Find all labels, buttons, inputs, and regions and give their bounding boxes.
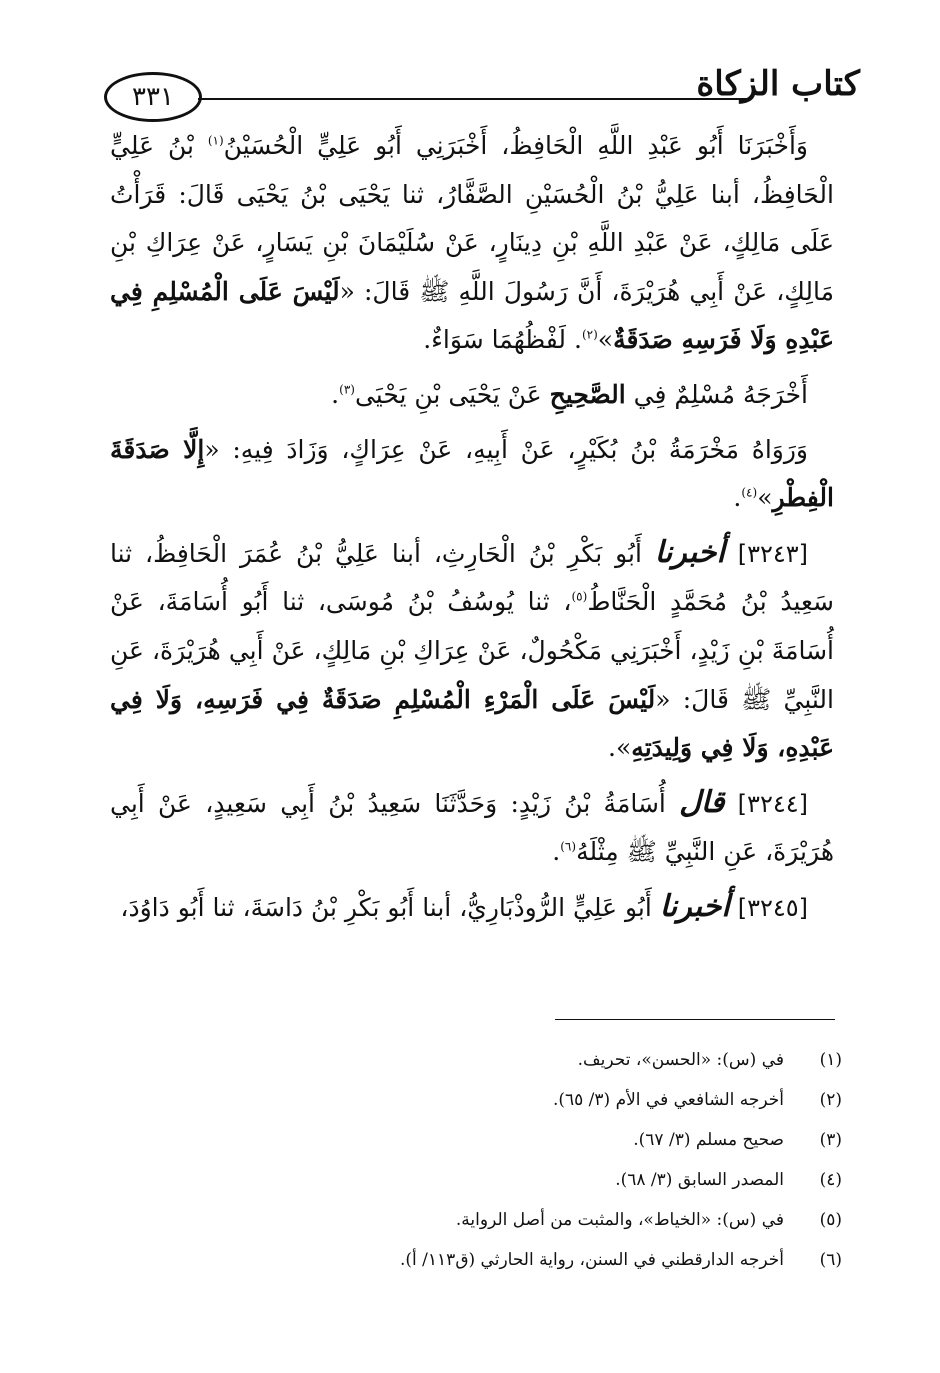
page-header — [100, 62, 860, 122]
paragraph-1 — [110, 122, 834, 365]
hadith-quote: لَيْسَ عَلَى الْمَرْءِ الْمُسْلِمِ صَدَقَةٌ فِي فَرَسِهِ، وَلَا فِي عَبْدِهِ، وَلَا فِي وَلِيدَتِهِ — [110, 684, 834, 763]
main-text — [110, 122, 834, 939]
paragraph-3 — [110, 426, 834, 523]
footnote-number: (٦) — [819, 1250, 842, 1270]
text-run: وَرَوَاهُ مَخْرَمَةُ بْنُ بُكَيْرٍ، عَنْ أَبِيهِ، عَنْ عِرَاكٍ، وَزَادَ فِيهِ: « — [204, 434, 808, 464]
hadith-3245 — [110, 883, 834, 933]
text-run: أُسَامَةُ بْنُ زَيْدٍ: وَحَدَّثَنَا سَعِيدُ بْنُ أَبِي سَعِيدٍ، عَنْ أَبِي هُرَيْرَةَ، عَنِ النَّبِيِّ ﷺ مِثْلَهُ — [110, 788, 834, 867]
text-run: أَبُو عَلِيٍّ الرُّوذْبَارِيُّ، أبنا أَبُو بَكْرِ بْنُ دَاسَةَ، ثنا أَبُو دَاوُدَ، — [120, 892, 660, 922]
footnote-item — [160, 1040, 860, 1080]
footnote-number: (٥) — [819, 1210, 842, 1230]
footnote-ref-3[interactable]: (٣) — [339, 382, 355, 397]
hadith-number: [٣٢٤٣] — [737, 539, 808, 568]
footnote-ref-5[interactable]: (٥) — [571, 590, 588, 605]
footnote-ref-4[interactable]: (٤) — [741, 485, 758, 500]
footnote-text: صحيح مسلم (٣/ ٦٧). — [633, 1130, 784, 1150]
footnote-text: في (س): «الحسن»، تحريف. — [577, 1050, 784, 1070]
lead-word: أخبرنا — [659, 888, 730, 924]
footnote-ref-6[interactable]: (٦) — [560, 839, 577, 854]
footnote-separator — [555, 1019, 835, 1020]
footnote-ref-2[interactable]: (٢) — [581, 328, 598, 343]
hadith-3243 — [110, 529, 834, 773]
text-run: . لَفْظُهُمَا سَوَاءٌ. — [423, 325, 582, 355]
footnote-number: (٢) — [819, 1090, 842, 1110]
page-number: ٣٣١ — [104, 72, 202, 122]
text-run: ». — [608, 733, 632, 763]
paragraph-2 — [110, 371, 834, 420]
footnote-text: المصدر السابق (٣/ ٦٨). — [615, 1170, 784, 1190]
text-run: . — [552, 837, 561, 867]
hadith-number: [٣٢٤٥] — [737, 893, 808, 922]
text-run: . — [331, 379, 340, 409]
footnote-text: أخرجه الدارقطني في السنن، رواية الحارثي (ق١١٣/ أ). — [400, 1250, 784, 1270]
footnote-item — [160, 1080, 860, 1120]
footnote-ref-1[interactable]: (١) — [207, 133, 224, 148]
footnote-number: (١) — [819, 1050, 842, 1070]
footnote-item — [160, 1160, 860, 1200]
text-run: ، ثنا يُوسُفُ بْنُ مُوسَى، ثنا أَبُو أُسَامَةَ، عَنْ أُسَامَةَ بْنِ زَيْدٍ، أَخْبَرَنِي مَكْحُولٌ، عَنْ عِرَاكِ بْنِ مَالِكٍ، عَنْ أَبِي هُرَيْرَةَ، عَنِ النَّبِيِّ ﷺ قَالَ: « — [110, 587, 834, 714]
footnote-item — [160, 1120, 860, 1160]
hadith-number: [٣٢٤٤] — [737, 789, 808, 818]
footnote-text: في (س): «الخياط»، والمثبت من أصل الرواية. — [455, 1210, 784, 1230]
header-rule — [198, 98, 750, 100]
text-run: » — [757, 483, 773, 513]
footnote-number: (٣) — [819, 1130, 842, 1150]
text-run: بْنُ عَلِيٍّ الْحَافِظُ، أبنا عَلِيُّ بْنُ الْحُسَيْنِ الصَّفَّارُ، ثنا يَحْيَى بْنُ يَحْيَى قَالَ: قَرَأْتُ عَلَى مَالِكٍ، عَنْ عَبْدِ اللَّهِ بْنِ دِينَارٍ، عَنْ سُلَيْمَانَ بْنِ يَسَارٍ، عَنْ عِرَاكِ بْنِ مَالِكٍ، عَنْ أَبِي هُرَيْرَةَ، أَنَّ رَسُولَ اللَّهِ ﷺ قَالَ: « — [110, 131, 834, 306]
footnotes — [160, 1040, 860, 1280]
hadith-3244 — [110, 779, 834, 877]
text-run: وَأَخْبَرَنَا أَبُو عَبْدِ اللَّهِ الْحَافِظُ، أَخْبَرَنِي أَبُو عَلِيٍّ الْحُسَيْنُ — [223, 131, 808, 160]
text-run: عَنْ يَحْيَى بْنِ يَحْيَى — [354, 379, 550, 409]
text-run: أَخْرَجَهُ مُسْلِمٌ فِي — [625, 379, 808, 409]
hadith-quote: إِلَّا صَدَقَةَ الْفِطْرِ — [110, 434, 834, 513]
lead-word: قال — [679, 784, 725, 820]
book-title: كتاب الزكاة — [696, 64, 860, 104]
text-run: أَبُو بَكْرِ بْنُ الْحَارِثِ، أبنا عَلِيُّ بْنُ عُمَرَ الْحَافِظُ، ثنا سَعِيدُ بْنُ مُحَمَّدٍ الْحَنَّاطُ — [110, 538, 835, 617]
text-run: » — [597, 325, 614, 355]
text-run: . — [733, 483, 742, 513]
lead-word: أخبرنا — [654, 534, 725, 570]
hadith-quote: لَيْسَ عَلَى الْمُسْلِمِ فِي عَبْدِهِ وَلَا فَرَسِهِ صَدَقَةٌ — [110, 276, 834, 355]
book-reference: الصَّحِيحِ — [549, 379, 626, 409]
footnote-text: أخرجه الشافعي في الأم (٣/ ٦٥). — [552, 1090, 784, 1110]
footnote-item — [160, 1240, 860, 1280]
footnote-item — [160, 1200, 860, 1240]
footnote-number: (٤) — [819, 1170, 842, 1190]
